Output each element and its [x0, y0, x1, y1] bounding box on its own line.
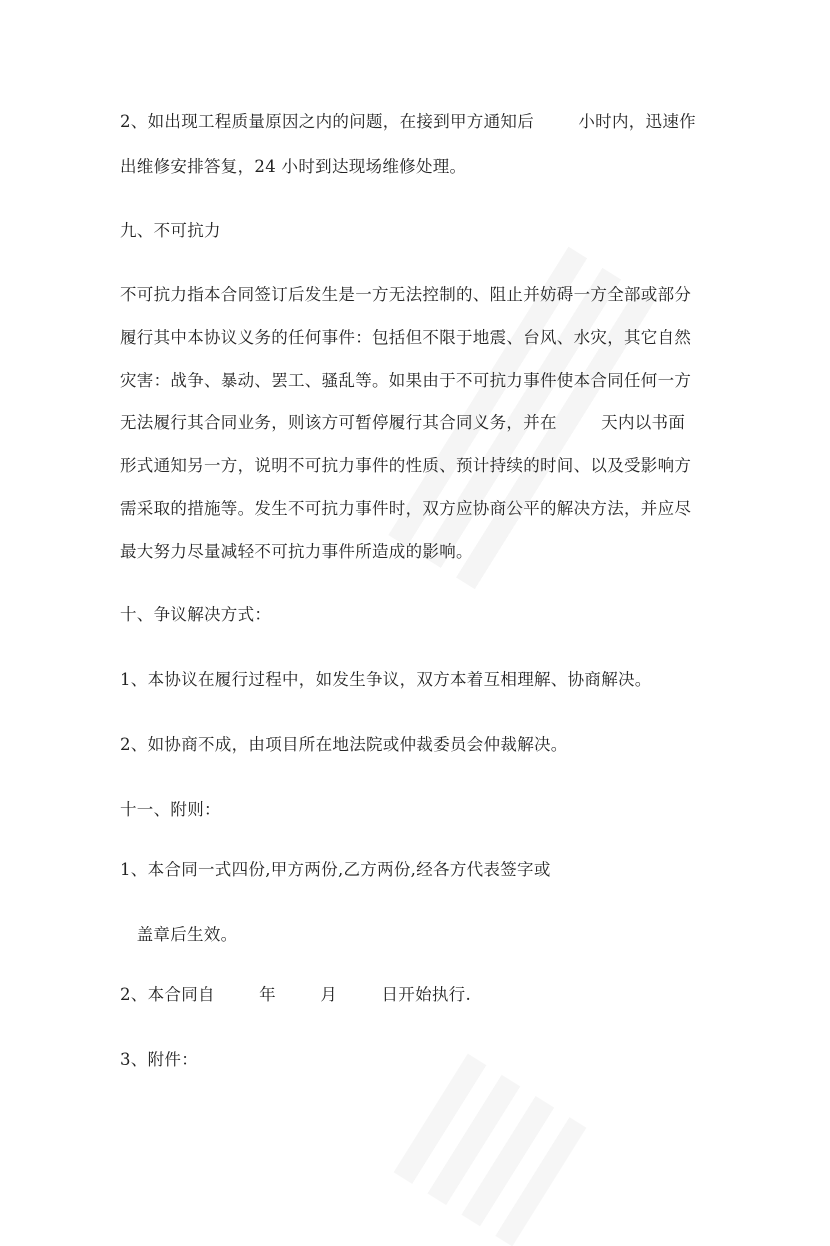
section-heading-force-majeure: 九、不可抗力: [120, 221, 221, 240]
force-majeure-line-4: 无法履行其合同业务，则该方可暂停履行其合同义务，并在 天内以书面: [120, 413, 686, 432]
dispute-clause-2: 2、如协商不成，由项目所在地法院或仲裁委员会仲裁解决。: [120, 735, 568, 754]
supplementary-clause-1-line-2: 盖章后生效。: [120, 925, 238, 944]
force-majeure-line-5: 形式通知另一方，说明不可抗力事件的性质、预计持续的时间、以及受影响方: [120, 456, 692, 475]
supplementary-clause-1-line-1: 1、本合同一式四份,甲方两份,乙方两份,经各方代表签字或: [120, 860, 551, 879]
force-majeure-line-7: 最大努力尽量减轻不可抗力事件所造成的影响。: [120, 542, 473, 561]
supplementary-clause-2: 2、本合同自 年 月 日开始执行.: [120, 985, 472, 1004]
section-heading-dispute: 十、争议解决方式：: [120, 605, 272, 624]
supplementary-clause-3: 3、附件：: [120, 1050, 198, 1069]
dispute-clause-1: 1、本协议在履行过程中，如发生争议，双方本着互相理解、协商解决。: [120, 670, 652, 689]
clause-8-2-line-1: 2、如出现工程质量原因之内的问题，在接到甲方通知后 小时内，迅速作: [120, 112, 696, 131]
force-majeure-line-1: 不可抗力指本合同签订后发生是一方无法控制的、阻止并妨碍一方全部或部分: [120, 285, 692, 304]
section-heading-supplementary: 十一、附则：: [120, 800, 221, 819]
watermark: [394, 1054, 587, 1246]
force-majeure-line-3: 灾害：战争、暴动、罢工、骚乱等。如果由于不可抗力事件使本合同任何一方: [120, 371, 692, 390]
force-majeure-line-2: 履行其中本协议义务的任何事件：包括但不限于地震、台风、水灾，其它自然: [120, 328, 692, 347]
clause-8-2-line-2: 出维修安排答复，24 小时到达现场维修处理。: [120, 157, 467, 176]
force-majeure-line-6: 需采取的措施等。发生不可抗力事件时，双方应协商公平的解决方法，并应尽: [120, 499, 692, 518]
